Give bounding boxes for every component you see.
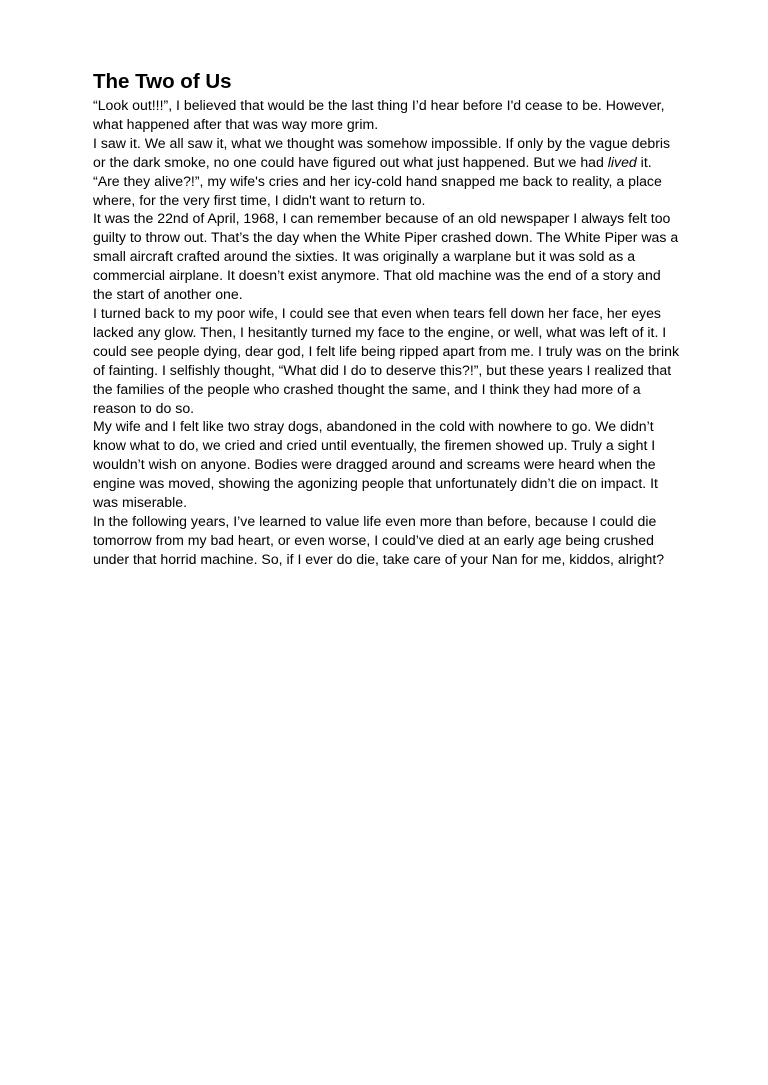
paragraph-4: It was the 22nd of April, 1968, I can remember because of an old newspaper I always felt too guilty to throw out. That’s the day when the White Piper crashed down. The White Piper was a small aircraft crafted around the sixties. It was originally a warplane but it was sold as a commercial airplane. It doesn’t exist anymore. That old machine was the end of a story and the start of another one. <box>93 210 679 303</box>
paragraph-2-text-before: I saw it. We all saw it, what we thought was somehow impossible. If only by the vague debris or the dark smoke, no one could have figured out what just happened. But we had <box>93 134 671 170</box>
paragraph-7: In the following years, I’ve learned to value life even more than before, because I could die tomorrow from my bad heart, or even worse, I could’ve died at an early age being crushed under that horrid machine. So, if I ever do die, take care of your Nan for me, kiddos, alright? <box>93 512 665 567</box>
paragraph-6: My wife and I felt like two stray dogs, abandoned in the cold with nowhere to go. We didn’t know what to do, we cried and cried until eventually, the firemen showed up. Truly a sight I wouldn’t wish on anyone. Bodies were dragged around and screams were heard when the engine was moved, showing the agonizing people that unfortunately didn’t die on impact. It was miserable. <box>93 418 658 511</box>
paragraph-3: “Are they alive?!”, my wife's cries and her icy-cold hand snapped me back to reality, a place where, for the very first time, I didn't want to return to. <box>93 172 662 208</box>
paragraph-2-emphasis: lived <box>607 153 637 170</box>
document-title: The Two of Us <box>93 70 232 93</box>
document-body <box>93 68 683 569</box>
paragraph-2 <box>93 134 683 172</box>
paragraph-2-text-after: it. <box>636 153 652 170</box>
paragraph-5: I turned back to my poor wife, I could see that even when tears fell down her face, her eyes lacked any glow. Then, I hesitantly turned my face to the engine, or well, what was left of it. I could see people dying, dear god, I felt life being ripped apart from me. I truly was on the brink of fainting. I selfishly thought, “What did I do to deserve this?!”, but these years I realized that the families of the people who crashed thought the same, and I think they had more of a reason to do so. <box>93 304 680 416</box>
paragraph-1: “Look out!!!”, I believed that would be the last thing I’d hear before I'd cease to be. However, what happened after that was way more grim. <box>93 97 665 132</box>
